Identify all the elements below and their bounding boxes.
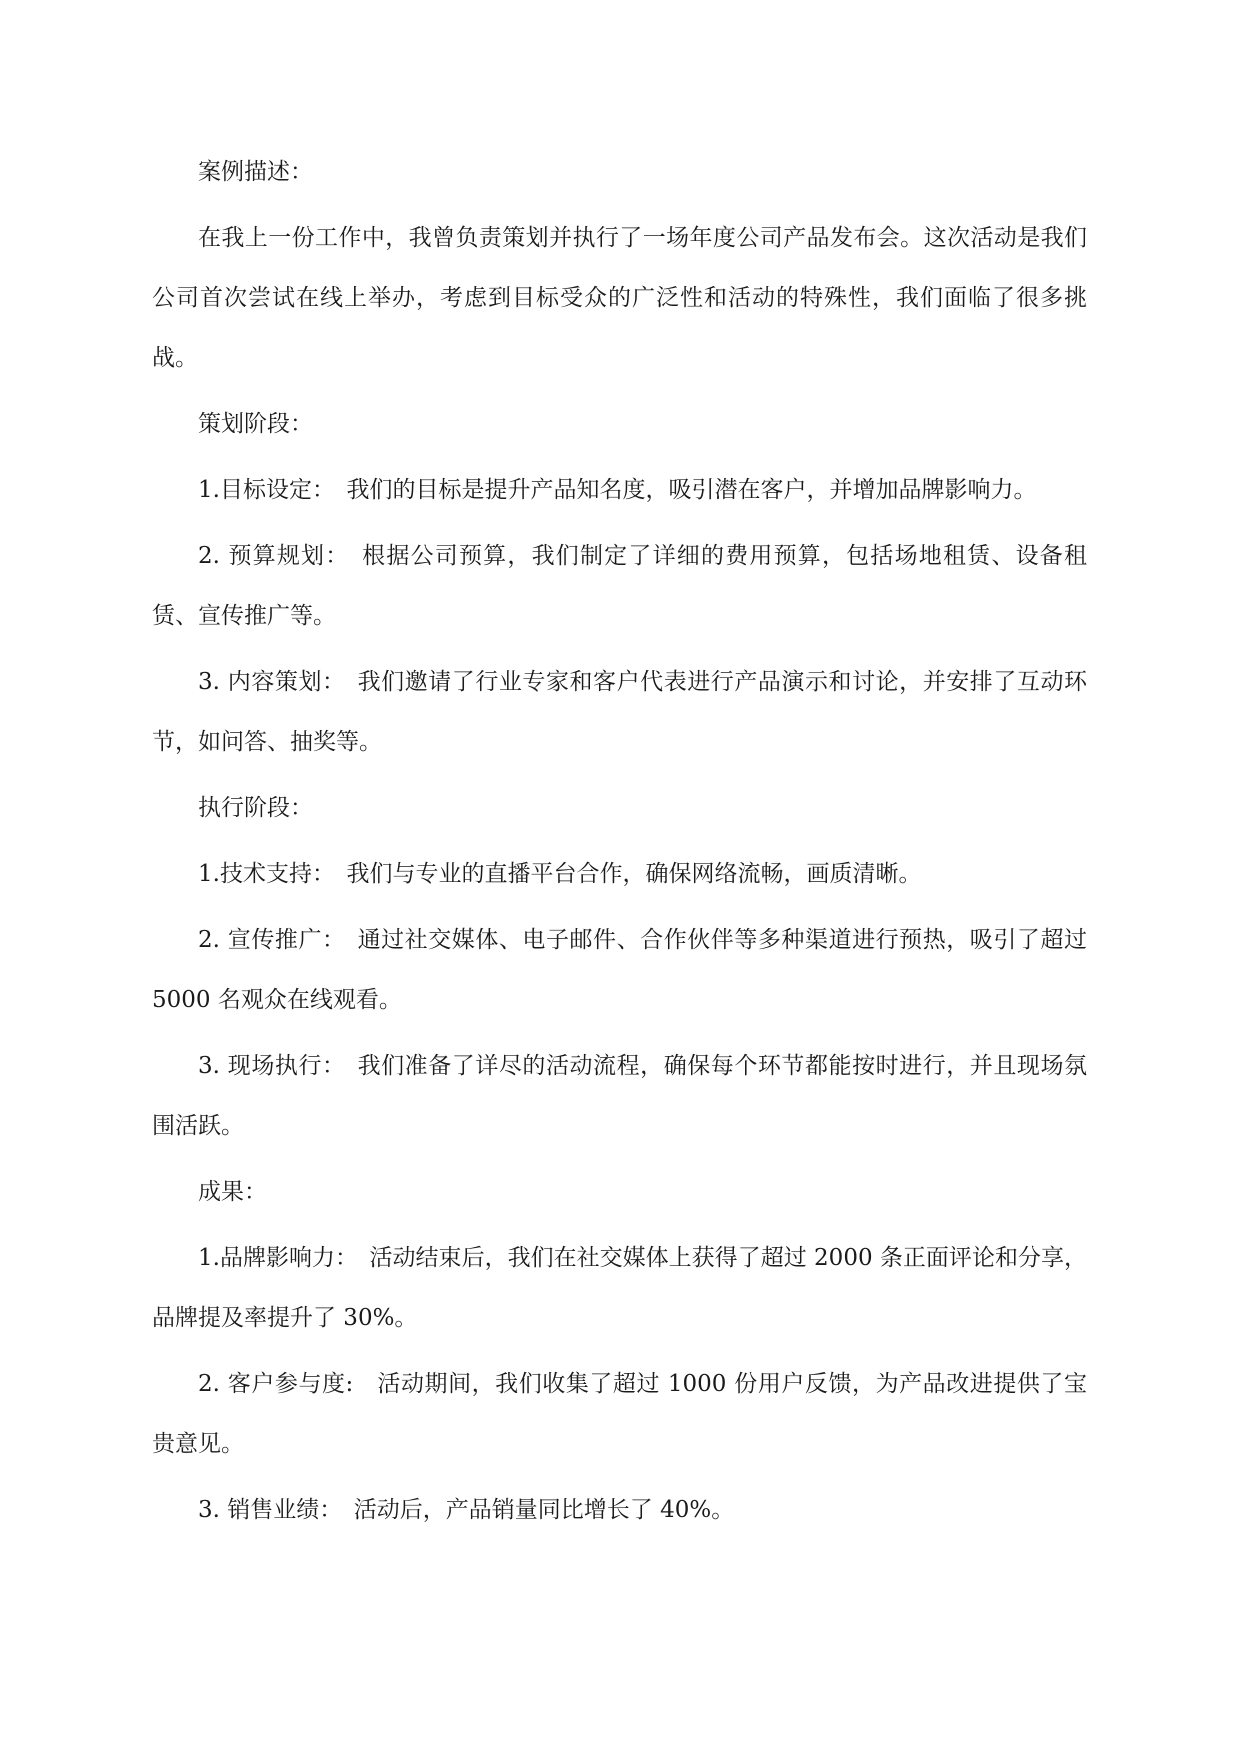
heading-execution-phase: 执行阶段： — [198, 795, 313, 821]
list-item-brand-influence: 1.品牌影响力： 活动结束后，我们在社交媒体上获得了超过 2000 条正面评论和分享，品牌提及率提升了 30%。 — [152, 1245, 1087, 1331]
list-item-content-planning: 3. 内容策划： 我们邀请了行业专家和客户代表进行产品演示和讨论，并安排了互动环节，如问答、抽奖等。 — [152, 669, 1087, 755]
heading-planning-phase: 策划阶段： — [198, 411, 313, 437]
paragraph-case-intro: 在我上一份工作中，我曾负责策划并执行了一场年度公司产品发布会。这次活动是我们公司首次尝试在线上举办，考虑到目标受众的广泛性和活动的特殊性，我们面临了很多挑战。 — [152, 225, 1087, 371]
list-item-sales-performance: 3. 销售业绩： 活动后，产品销量同比增长了 40%。 — [198, 1497, 735, 1523]
list-item-customer-engagement: 2. 客户参与度: 活动期间，我们收集了超过 1000 份用户反馈，为产品改进提供了宝贵意见。 — [152, 1371, 1087, 1457]
list-item-goal-setting: 1.目标设定： 我们的目标是提升产品知名度，吸引潜在客户，并增加品牌影响力。 — [198, 477, 1037, 503]
document-page — [152, 142, 1087, 1546]
list-item-onsite-execution: 3. 现场执行： 我们准备了详尽的活动流程，确保每个环节都能按时进行，并且现场氛围活跃。 — [152, 1053, 1087, 1139]
list-item-technical-support: 1.技术支持： 我们与专业的直播平台合作，确保网络流畅，画质清晰。 — [198, 861, 922, 887]
heading-case-description: 案例描述： — [198, 159, 313, 185]
list-item-budget-planning: 2. 预算规划： 根据公司预算，我们制定了详细的费用预算，包括场地租赁、设备租赁、宣传推广等。 — [152, 543, 1087, 629]
heading-results: 成果： — [198, 1179, 267, 1205]
list-item-promotion: 2. 宣传推广： 通过社交媒体、电子邮件、合作伙伴等多种渠道进行预热，吸引了超过 5000 名观众在线观看。 — [152, 927, 1087, 1013]
